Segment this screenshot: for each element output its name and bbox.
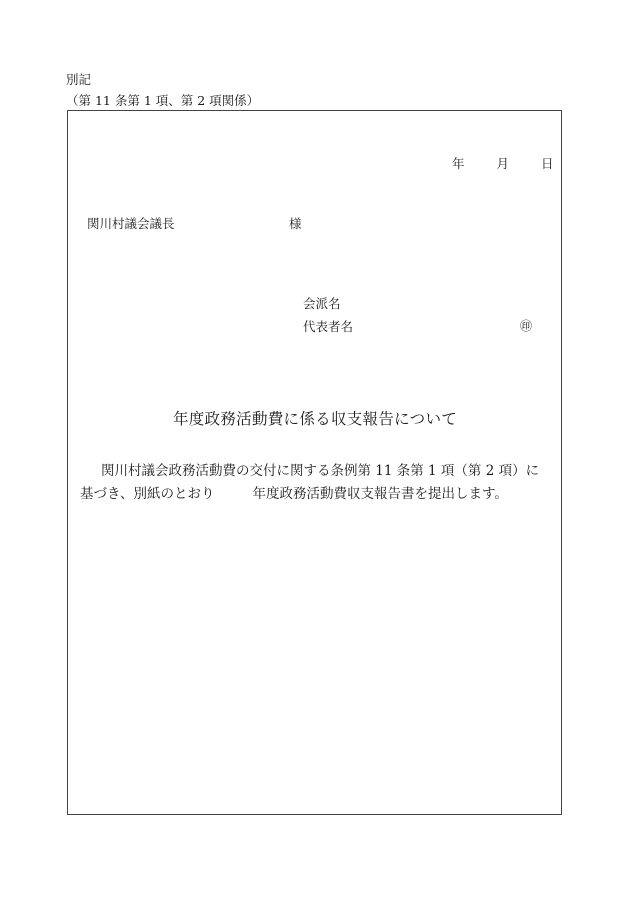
date-line	[452, 154, 554, 172]
appendix-label: 別記	[66, 72, 92, 87]
faction-name-label: 会派名	[303, 296, 341, 311]
seal-mark: ㊞	[520, 319, 533, 333]
body-text-line-2-part-2: 年度政務活動費収支報告書を提出します。	[252, 486, 508, 502]
date-day-label: 日	[541, 156, 554, 171]
representative-label: 代表者名	[303, 319, 354, 334]
clause-reference: （第 11 条第 1 項、第 2 項関係）	[66, 93, 260, 108]
body-text-line-2	[80, 482, 508, 502]
addressee-name: 関川村議会議長	[87, 216, 175, 231]
addressee-honorific: 様	[289, 216, 302, 231]
document-title: 年度政務活動費に係る収支報告について	[172, 410, 458, 428]
body-text-line-2-part-1: 基づき、別紙のとおり	[80, 486, 215, 502]
date-year-label: 年	[452, 156, 465, 171]
body-text-line-1: 関川村議会政務活動費の交付に関する条例第 11 条第 1 項（第 2 項）に	[101, 463, 540, 479]
date-month-label: 月	[496, 156, 510, 171]
